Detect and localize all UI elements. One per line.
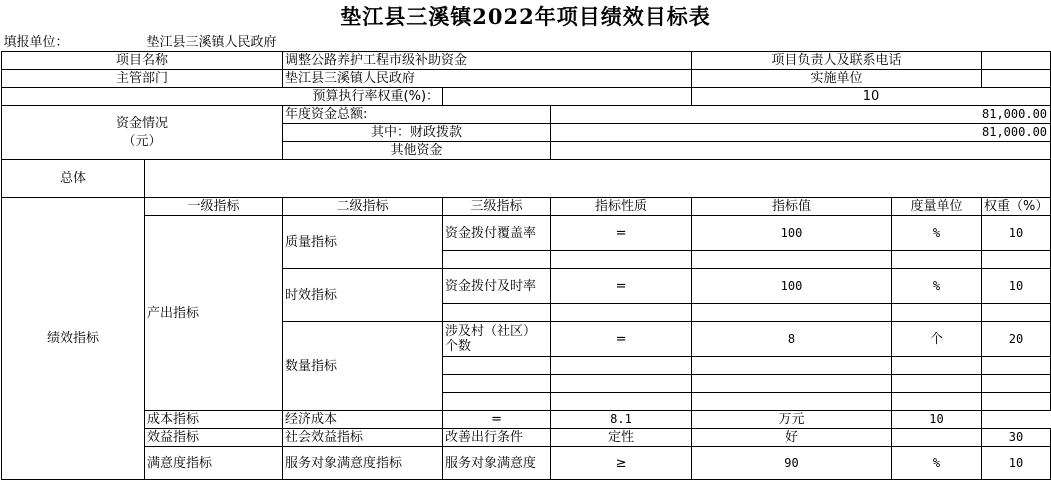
social-weight: 30 [982,429,1051,447]
social-label: 社会效益指标 [283,429,443,447]
satisfaction-label: 满意度指标 [145,447,283,480]
qty-l3: 涉及村（社区）个数 [443,322,551,357]
header-nature: 指标性质 [551,198,692,216]
weight-label: 预算执行率权重(%)： [2,88,443,106]
cost-nature: = [443,411,551,429]
impl-value [982,70,1051,88]
funds-other-value [551,142,1051,160]
header-l2: 二级指标 [283,198,443,216]
performance-table [1,34,1051,480]
quality-label: 质量指标 [283,216,443,269]
social-l3: 改善出行条件 [443,429,551,447]
social-unit [892,429,982,447]
quality-l3: 资金拨付覆盖率 [443,216,551,251]
time-label: 时效指标 [283,269,443,322]
unit-label: 填报单位： [3,35,69,50]
qty-unit: 个 [892,322,982,357]
funds-label-line2: （元） [122,133,162,149]
funds-label-line1: 资金情况 [115,115,168,131]
project-name-label: 项目名称 [2,52,283,70]
contact-label: 项目负责人及联系电话 [692,52,982,70]
funds-other-label: 其他资金 [283,142,551,160]
header-value: 指标值 [692,198,892,216]
quality-nature: = [551,216,692,251]
output-label: 产出指标 [145,216,283,411]
contact-value [982,52,1051,70]
time-unit: % [892,269,982,304]
time-nature: = [551,269,692,304]
header-l3: 三级指标 [443,198,551,216]
cost-value: 8.1 [551,411,692,429]
cost-label: 成本指标 [145,411,283,429]
service-unit: % [892,447,982,480]
service-weight: 10 [982,447,1051,480]
funds-total-label: 年度资金总额: [283,106,551,124]
quality-weight: 10 [982,216,1051,251]
qty-nature: = [551,322,692,357]
funds-label [2,106,283,160]
header-unit: 度量单位 [892,198,982,216]
quality-value: 100 [692,216,892,251]
service-l3: 服务对象满意度 [443,447,551,480]
unit-value: 垫江县三溪镇人民政府 [146,35,277,50]
funds-finance-label: 其中：财政拨款 [283,124,551,142]
cost-weight: 10 [892,411,982,429]
funds-finance-value: 81,000.00 [551,124,1051,142]
time-value: 100 [692,269,892,304]
time-l3: 资金拨付及时率 [443,269,551,304]
social-nature: 定性 [551,429,692,447]
funds-total-value: 81,000.00 [551,106,1051,124]
impl-label: 实施单位 [692,70,982,88]
cost-unit: 万元 [692,411,892,429]
service-nature: ≥ [551,447,692,480]
header-l1: 一级指标 [145,198,283,216]
time-weight: 10 [982,269,1051,304]
service-value: 90 [692,447,892,480]
social-value: 好 [692,429,892,447]
dept-value: 垫江县三溪镇人民政府 [283,70,692,88]
project-name-value: 调整公路养护工程市级补助资金 [283,52,692,70]
qty-weight: 20 [982,322,1051,357]
benefit-label: 效益指标 [145,429,283,447]
overall-label: 总体 [2,160,145,198]
perf-label: 绩效指标 [2,198,145,480]
service-label: 服务对象满意度指标 [283,447,443,480]
weight-value: 10 [692,88,1051,106]
dept-label: 主管部门 [2,70,283,88]
header-weight: 权重（%） [982,198,1051,216]
qty-value: 8 [692,322,892,357]
cost-l3: 经济成本 [283,411,443,429]
quality-unit: % [892,216,982,251]
page-title: 垫江县三溪镇2022年项目绩效目标表 [340,4,711,29]
overall-content [145,160,1051,198]
qty-label: 数量指标 [283,322,443,411]
